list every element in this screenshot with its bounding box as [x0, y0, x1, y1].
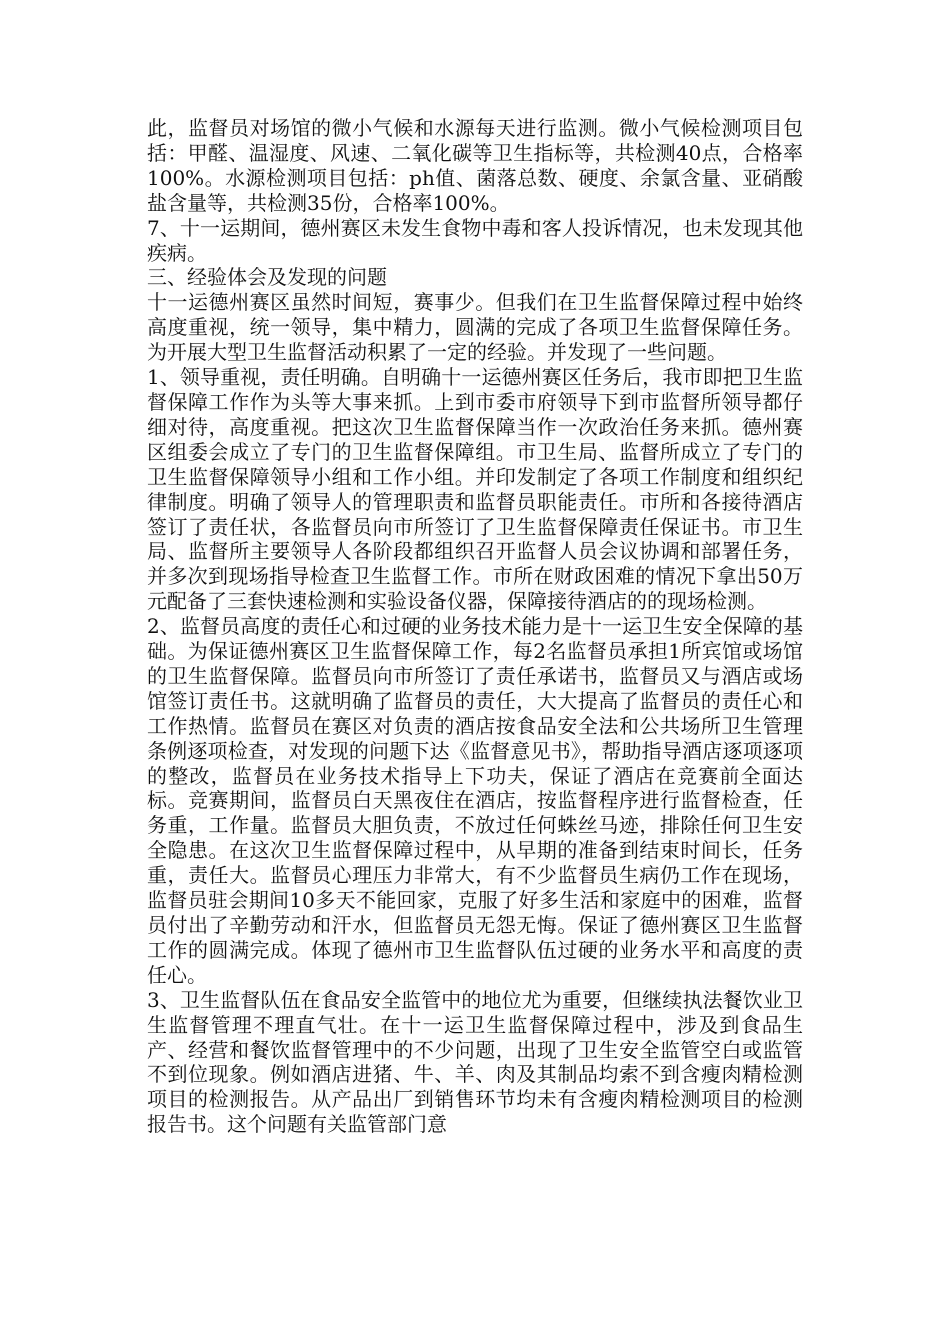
- document-page: [147, 116, 803, 1137]
- paragraph-point-3: 3、卫生监督队伍在食品安全监管中的地位尤为重要，但继续执法餐饮业卫生监督管理不理直气壮。在十一运卫生监督保障过程中，涉及到食品生产、经营和餐饮监督管理中的不少问题，出现了卫生安全监管空白或监管不到位现象。例如酒店进猪、牛、羊、肉及其制品均索不到含瘦肉精检测项目的检测报告。从产品出厂到销售环节均未有含瘦肉精检测项目的检测报告书。这个问题有关监管部门意: [147, 987, 803, 1137]
- paragraph-point-1: 1、领导重视，责任明确。自明确十一运德州赛区任务后，我市即把卫生监督保障工作作为头等大事来抓。上到市委市府领导下到市监督所领导都仔细对待，高度重视。把这次卫生监督保障当作一次政治任务来抓。德州赛区组委会成立了专门的卫生监督保障组。市卫生局、监督所成立了专门的卫生监督保障领导小组和工作小组。并印发制定了各项工作制度和组织纪律制度。明确了领导人的管理职责和监督员职能责任。市所和各接待酒店签订了责任状，各监督员向市所签订了卫生监督保障责任保证书。市卫生局、监督所主要领导人各阶段都组织召开监督人员会议协调和部署任务，并多次到现场指导检查卫生监督工作。市所在财政困难的情况下拿出50万元配备了三套快速检测和实验设备仪器，保障接待酒店的的现场检测。: [147, 365, 803, 614]
- section-heading-3: 三、经验体会及发现的问题: [147, 265, 387, 290]
- paragraph-water-monitoring: 此，监督员对场馆的微小气候和水源每天进行监测。微小气候检测项目包括：甲醛、温湿度、风速、二氧化碳等卫生指标等，共检测40点，合格率100%。水源检测项目包括：ph值、菌落总数、硬度、余氯含量、亚硝酸盐含量等，共检测35份，合格率100%。: [147, 116, 803, 215]
- paragraph-section-intro: 十一运德州赛区虽然时间短，赛事少。但我们在卫生监督保障过程中始终高度重视，统一领导，集中精力，圆满的完成了各项卫生监督保障任务。为开展大型卫生监督活动积累了一定的经验。并发现了一些问题。: [147, 290, 803, 365]
- paragraph-item-7: 7、十一运期间，德州赛区未发生食物中毒和客人投诉情况，也未发现其他疾病。: [147, 215, 803, 265]
- paragraph-point-2: 2、监督员高度的责任心和过硬的业务技术能力是十一运卫生安全保障的基础。为保证德州赛区卫生监督保障工作，每2名监督员承担1所宾馆或场馆的卫生监督保障。监督员向市所签订了责任承诺书，监督员又与酒店或场馆签订责任书。这就明确了监督员的责任，大大提高了监督员的责任心和工作热情。监督员在赛区对负责的酒店按食品安全法和公共场所卫生管理条例逐项检查，对发现的问题下达《监督意见书》，帮助指导酒店逐项逐项的整改，监督员在业务技术指导上下功夫，保证了酒店在竞赛前全面达标。竞赛期间，监督员白天黑夜住在酒店，按监督程序进行监督检查，任务重，工作量。监督员大胆负责，不放过任何蛛丝马迹，排除任何卫生安全隐患。在这次卫生监督保障过程中，从早期的准备到结束时间长，任务重，责任大。监督员心理压力非常大，有不少监督员生病仍工作在现场，监督员驻会期间10多天不能回家，克服了好多生活和家庭中的困难，监督员付出了辛勤劳动和汗水，但监督员无怨无悔。保证了德州赛区卫生监督工作的圆满完成。体现了德州市卫生监督队伍过硬的业务水平和高度的责任心。: [147, 614, 803, 987]
